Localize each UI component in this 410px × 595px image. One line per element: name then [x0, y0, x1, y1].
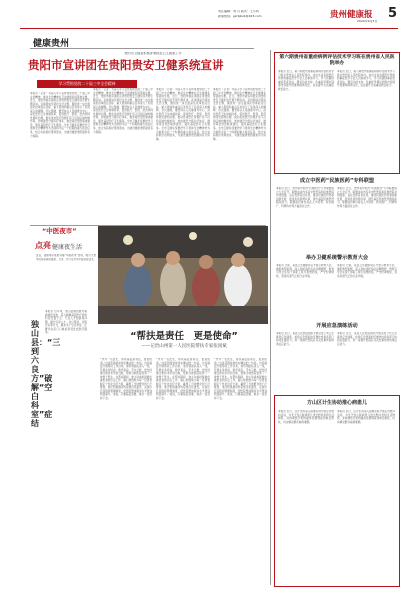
masthead: 贵州健康报 — [330, 10, 373, 20]
feature-side-body: 本报讯 近年来，独山县围绕群众看病就医需求，着力破解基层医疗机构科室设置不全、专业人才短缺等问题，通过引进人才、对口帮扶、远程会诊等方式，填补多个空白科室，让群众在家门口就能享受优质医疗服务。 — [45, 310, 87, 335]
side-box-4-body-col2: 本报讯 近日，某县人民医院组织开展突发公共卫生事件应急演练，检验应急预案的可操作性和各部门协同处置能力，进一步提升医院应对突发事件的快速反应能力。 — [337, 332, 397, 346]
side-box-1-body-col2: 本报讯 近日，第六期贵州省重症病例评估技术学习班在贵州省人民医院举办。来自全省各级医疗机构的重症医学专业人员参加学习。学习班围绕重症患者评估、器官功能支持、危重症早期识别等内容展开授课和病例讨论，旨在提升全省重症救治能力。 — [337, 70, 395, 88]
issue-date: 2024年9月5日 — [357, 20, 378, 23]
side-box-4-title: 开展应急演练活动 — [316, 323, 358, 329]
side-box-3-body-col2: 本报讯 日前，某县卫生健康局召开警示教育大会，通报典型案例，深入剖析违纪违法问题根源，教育引导全系统干部职工筑牢思想防线，严守纪律规矩，营造风清气正的行业环境。 — [337, 264, 397, 278]
side-box-5-body: 本报讯 近日，区计生协深入困难家庭开展走访慰问活动，为先天性心脏病患儿送去慰问金和生活物资，并协调医疗机构提供免费筛查和救治帮扶，切实解决群众看病难题。 — [278, 410, 334, 424]
header-rule — [20, 28, 398, 29]
side-box-1-body: 本报讯 近日，第六期贵州省重症病例评估技术学习班在贵州省人民医院举办。来自全省各级医疗机构的重症医学专业人员参加学习。学习班围绕重症患者评估、器官功能支持、危重症早期识别等内容展开授课和病例讨论，旨在提升全省重症救治能力。 — [278, 70, 334, 91]
lead-body-col3: 本报讯（记者）为深入学习宣传贯彻党的二十届三中全会精神，推动全会精神在卫生健康系统落地生根，近日，贵阳市委宣讲团走进贵阳贵安卫健系统开展专题宣讲。宣讲团成员紧扣全会主题，围绕进一步全面深化改革的总目标、重大原则和重点任务进行了系统深入的阐释。会议强调，要坚持以人民健康为中心，深化医药卫生体制改革，促进医疗、医保、医药协同发展和治理，推动优质医疗资源扩容下沉和区域均衡布局，加快建设分级诊疗体系，推进紧密型医联体建设，强化基层医疗卫生服务。全市卫健系统要把学习贯彻全会精神作为当前和今后一个时期的重大政治任务，结合实际抓好贯彻落实，为建设健康贵阳提供有力保障。 — [156, 88, 210, 141]
side-box-3-body: 本报讯 日前，某县卫生健康局召开警示教育大会，通报典型案例，深入剖析违纪违法问题根源，教育引导全系统干部职工筑牢思想防线，严守纪律规矩，营造风清气正的行业环境。 — [276, 264, 334, 278]
side-box-2-body: 本报讯 近日，贵州省中医药“民族医药”专科联盟成立大会召开。联盟由省内多家中医医院和民族医院共同组建，旨在发挥各自优势，推动民族医药传承创新发展，促进优质资源共享，提升基层民族医药服务能力。联盟成员单位将在人才培养、技术推广、科研协作等方面深化合作。 — [276, 187, 334, 208]
section-title: 健康贵州 — [33, 39, 70, 49]
page-number: 5 — [388, 6, 398, 21]
side-box-3-title: 举办卫健系统警示教育大会 — [305, 255, 369, 261]
lead-body-col1: 本报讯（记者）为深入学习宣传贯彻党的二十届三中全会精神，推动全会精神在卫生健康系统落地生根，近日，贵阳市委宣讲团走进贵阳贵安卫健系统开展专题宣讲。宣讲团成员紧扣全会主题，围绕进一步全面深化改革的总目标、重大原则和重点任务进行了系统深入的阐释。会议强调，要坚持以人民健康为中心，深化医药卫生体制改革，促进医疗、医保、医药协同发展和治理，推动优质医疗资源扩容下沉和区域均衡布局，加快建设分级诊疗体系，推进紧密型医联体建设，强化基层医疗卫生服务。全市卫健系统要把学习贯彻全会精神作为当前和今后一个时期的重大政治任务，结合实际抓好贯彻落实，为建设健康贵阳提供有力保障。 — [30, 92, 90, 138]
lead-body-col2: 本报讯（记者）为深入学习宣传贯彻党的二十届三中全会精神，推动全会精神在卫生健康系统落地生根，近日，贵阳市委宣讲团走进贵阳贵安卫健系统开展专题宣讲。宣讲团成员紧扣全会主题，围绕进一步全面深化改革的总目标、重大原则和重点任务进行了系统深入的阐释。会议强调，要坚持以人民健康为中心，深化医药卫生体制改革，促进医疗、医保、医药协同发展和治理，推动优质医疗资源扩容下沉和区域均衡布局，加快建设分级诊疗体系，推进紧密型医联体建设，强化基层医疗卫生服务。全市卫健系统要把学习贯彻全会精神作为当前和今后一个时期的重大政治任务，结合实际抓好贯彻落实，为建设健康贵阳提供有力保障。 — [93, 88, 153, 134]
feature-badge-top: “中医夜市” — [42, 227, 77, 235]
feature-photo — [98, 226, 268, 324]
side-box-5-body-col2: 本报讯 近日，区计生协深入困难家庭开展走访慰问活动，为先天性心脏病患儿送去慰问金和生活物资，并协调医疗机构提供免费筛查和救治帮扶，切实解决群众看病难题。 — [337, 410, 395, 424]
side-box-2-body-col2: 本报讯 近日，贵州省中医药“民族医药”专科联盟成立大会召开。联盟由省内多家中医医院和民族医院共同组建，旨在发挥各自优势，推动民族医药传承创新发展，促进优质资源共享，提升基层民族医药服务能力。联盟成员单位将在人才培养、技术推广、科研协作等方面深化合作。 — [337, 187, 397, 208]
feature-subhead: ——记贵山州第一人民医院帮扶专家张国斌 — [141, 344, 227, 349]
section-rule — [30, 48, 254, 49]
side-box-4-body: 本报讯 近日，某县人民医院组织开展突发公共卫生事件应急演练，检验应急预案的可操作性和各部门协同处置能力，进一步提升医院应对突发事件的快速反应能力。 — [276, 332, 334, 346]
feature-body-col2: “作为一名医生，帮扶基层是责任，更是使命。”这是张国斌常挂在嘴边的一句话。自到基层开展帮扶工作以来，他带领团队深入一线，开展业务培训、教学查房、手术示教，把先进理念和技术带到当地，帮助当地医院培养了一批骨干医生。在帮扶期间，他主动承担疑难危重患者的诊治工作，耐心细致地为每一位患者制定个性化治疗方案，赢得了当地群众的广泛赞誉。他还积极推动科室规范化建设，完善诊疗流程和管理制度，使医院整体服务水平得到明显提升。他说，只要基层需要，就会一直坚持下去。 — [156, 358, 210, 401]
right-column-divider — [270, 50, 271, 585]
lead-kicker: 贵阳市卫健委积极部署推进卫生健康工作 — [124, 52, 182, 55]
hotline-line: 新闻热线：gzrbjkzk@163.com — [218, 15, 262, 18]
feature-headline: “帮扶是责任 更是使命” — [130, 331, 238, 342]
feature-body-col1: “作为一名医生，帮扶基层是责任，更是使命。”这是张国斌常挂在嘴边的一句话。自到基层开展帮扶工作以来，他带领团队深入一线，开展业务培训、教学查房、手术示教，把先进理念和技术带到当地，帮助当地医院培养了一批骨干医生。在帮扶期间，他主动承担疑难危重患者的诊治工作，耐心细致地为每一位患者制定个性化治疗方案，赢得了当地群众的广泛赞誉。他还积极推动科室规范化建设，完善诊疗流程和管理制度，使医院整体服务水平得到明显提升。他说，只要基层需要，就会一直坚持下去。 — [100, 358, 152, 401]
side-box-5-title: 方山区计生协助推心病患儿 — [306, 400, 367, 406]
feature-side-title: 独山县：“三到六良方”破解“空白科室”症结 — [31, 320, 61, 428]
lead-body-col4: 本报讯（记者）为深入学习宣传贯彻党的二十届三中全会精神，推动全会精神在卫生健康系统落地生根，近日，贵阳市委宣讲团走进贵阳贵安卫健系统开展专题宣讲。宣讲团成员紧扣全会主题，围绕进一步全面深化改革的总目标、重大原则和重点任务进行了系统深入的阐释。会议强调，要坚持以人民健康为中心，深化医药卫生体制改革，促进医疗、医保、医药协同发展和治理，推动优质医疗资源扩容下沉和区域均衡布局，加快建设分级诊疗体系，推进紧密型医联体建设，强化基层医疗卫生服务。全市卫健系统要把学习贯彻全会精神作为当前和今后一个时期的重大政治任务，结合实际抓好贯彻落实，为建设健康贵阳提供有力保障。 — [213, 88, 266, 141]
editor-line: 责任编辑：刘 可 版式：王小利 — [218, 10, 259, 13]
photo-caption: 近日，贵阳某中医院开展“中医夜市”活动，吸引大量市民前来体验推拿、艾灸、耳穴压豆等中医适宜技术。 — [36, 254, 96, 261]
feature-badge-bottom: 健康夜生活 — [52, 244, 83, 251]
lead-headline: 贵阳市宣讲团在贵阳贵安卫健系统宣讲 — [28, 58, 224, 72]
side-box-1-title: 第六期贵州省重症病例评估技术学习班在贵州省人民医院举办 — [279, 55, 395, 66]
feature-body-col3: “作为一名医生，帮扶基层是责任，更是使命。”这是张国斌常挂在嘴边的一句话。自到基层开展帮扶工作以来，他带领团队深入一线，开展业务培训、教学查房、手术示教，把先进理念和技术带到当地，帮助当地医院培养了一批骨干医生。在帮扶期间，他主动承担疑难危重患者的诊治工作，耐心细致地为每一位患者制定个性化治疗方案，赢得了当地群众的广泛赞誉。他还积极推动科室规范化建设，完善诊疗流程和管理制度，使医院整体服务水平得到明显提升。他说，只要基层需要，就会一直坚持下去。 — [214, 358, 267, 401]
feature-badge-accent: 点亮 — [35, 241, 51, 250]
lead-tag: 学习贯彻党的二十届三中全会精神 — [37, 80, 137, 88]
side-box-2-title: 成立中医药“民族医药”专科联盟 — [299, 178, 375, 184]
